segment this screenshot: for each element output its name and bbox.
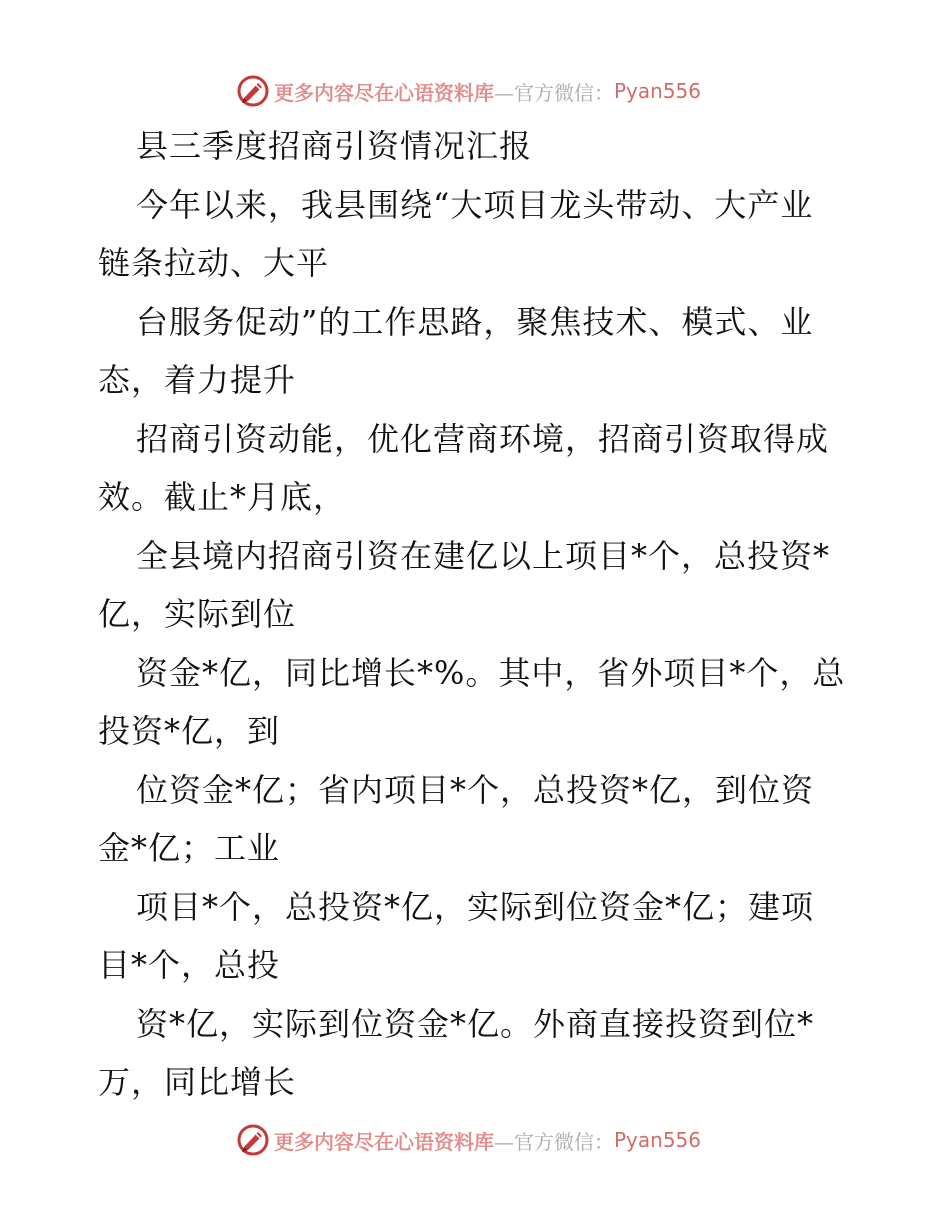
document-title: 县三季度招商引资情况汇报 <box>136 127 533 165</box>
paragraph-line: 金*亿；工业 <box>98 829 281 867</box>
paragraph-line: 链条拉动、大平 <box>98 244 330 282</box>
paragraph-line: 效。截止*月底， <box>98 478 347 516</box>
paragraph-line: 投资*亿，到 <box>98 712 281 750</box>
paragraph-line: 万，同比增长 <box>98 1063 297 1101</box>
watermark-account: Pyan556 <box>614 1128 702 1152</box>
footer-watermark <box>236 1122 701 1158</box>
paragraph-line: 全县境内招商引资在建亿以上项目*个，总投资* <box>136 537 831 575</box>
paragraph-line: 资金*亿，同比增长*%。其中，省外项目*个，总 <box>136 654 846 692</box>
watermark-separator: —官方微信： <box>494 1129 614 1154</box>
pen-logo-icon <box>236 1123 270 1157</box>
paragraph-line: 今年以来，我县围绕“大项目龙头带动、大产业 <box>136 186 814 224</box>
paragraph-line: 目*个，总投 <box>98 946 281 984</box>
paragraph-line: 台服务促动”的工作思路，聚焦技术、模式、业 <box>136 303 814 341</box>
paragraph-line: 亿，实际到位 <box>98 595 297 633</box>
watermark-text: 更多内容尽在心语资料库 <box>274 1129 494 1154</box>
paragraph-line: 资*亿，实际到位资金*亿。外商直接投资到位* <box>136 1005 815 1043</box>
paragraph-line: 位资金*亿；省内项目*个，总投资*亿，到位资 <box>136 771 815 809</box>
paragraph-line: 招商引资动能，优化营商环境，招商引资取得成 <box>136 420 830 458</box>
paragraph-line: 项目*个，总投资*亿，实际到位资金*亿；建项 <box>136 888 815 926</box>
paragraph-line: 态，着力提升 <box>98 361 297 399</box>
watermark-account: Pyan556 <box>614 79 702 103</box>
watermark-separator: —官方微信： <box>494 80 614 105</box>
watermark-text: 更多内容尽在心语资料库 <box>274 80 494 105</box>
